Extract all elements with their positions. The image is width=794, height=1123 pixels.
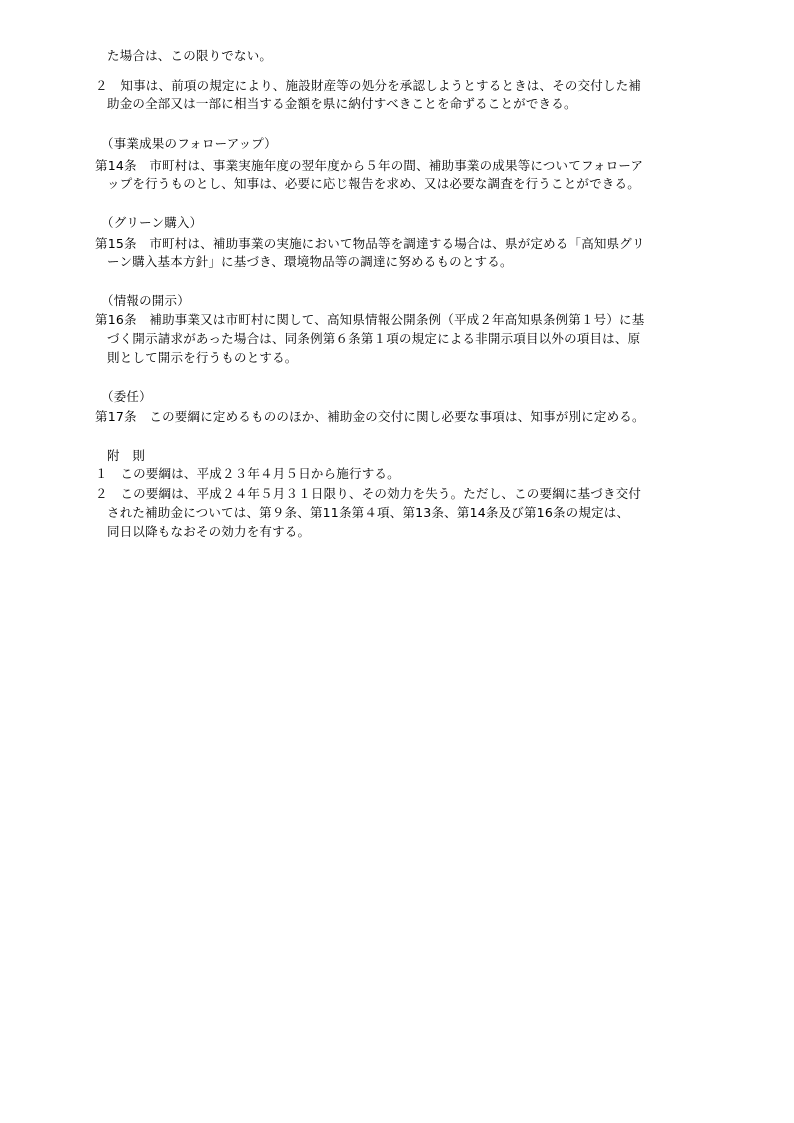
article-14-line: ップを行うものとし、知事は、必要に応じ報告を求め、又は必要な調査を行うことができる。: [107, 176, 640, 191]
supplementary-line: された補助金については、第９条、第11条第４項、第13条、第14条及び第16条の規定は、: [107, 505, 630, 520]
supplementary-line: １ この要綱は、平成２３年４月５日から施行する。: [95, 466, 400, 481]
article-16-line: 則として開示を行うものとする。: [107, 350, 298, 365]
paragraph-2-line: 助金の全部又は一部に相当する金額を県に納付すべきことを命ずることができる。: [107, 96, 577, 111]
article-16-line: づく開示請求があった場合は、同条例第６条第１項の規定による非開示項目以外の項目は、原: [107, 331, 641, 346]
supplementary-provisions-heading: 附 則: [107, 448, 146, 463]
supplementary-line: ２ この要綱は、平成２４年５月３１日限り、その効力を失う。ただし、この要綱に基づき交付: [95, 486, 642, 501]
supplementary-line: 同日以降もなおその効力を有する。: [107, 524, 311, 539]
article-15-line: ーン購入基本方針」に基づき、環境物品等の調達に努めるものとする。: [107, 254, 513, 269]
article-14-heading: （事業成果のフォローアップ）: [101, 136, 277, 151]
article-17-heading: （委任）: [101, 389, 152, 404]
text-line: た場合は、この限りでない。: [107, 48, 273, 63]
article-14-line: 第14条 市町村は、事業実施年度の翌年度から５年の間、補助事業の成果等についてフォローア: [95, 158, 644, 173]
article-16-heading: （情報の開示）: [101, 293, 190, 308]
paragraph-2-line: ２ 知事は、前項の規定により、施設財産等の処分を承認しようとするときは、その交付した補: [95, 78, 642, 93]
article-15-heading: （グリーン購入）: [101, 215, 203, 230]
article-15-line: 第15条 市町村は、補助事業の実施において物品等を調達する場合は、県が定める「高知県グリ: [95, 236, 645, 251]
article-16-line: 第16条 補助事業又は市町村に関して、高知県情報公開条例（平成２年高知県条例第１号）に基: [95, 312, 645, 327]
article-17-line: 第17条 この要綱に定めるもののほか、補助金の交付に関し必要な事項は、知事が別に定める。: [95, 409, 645, 424]
